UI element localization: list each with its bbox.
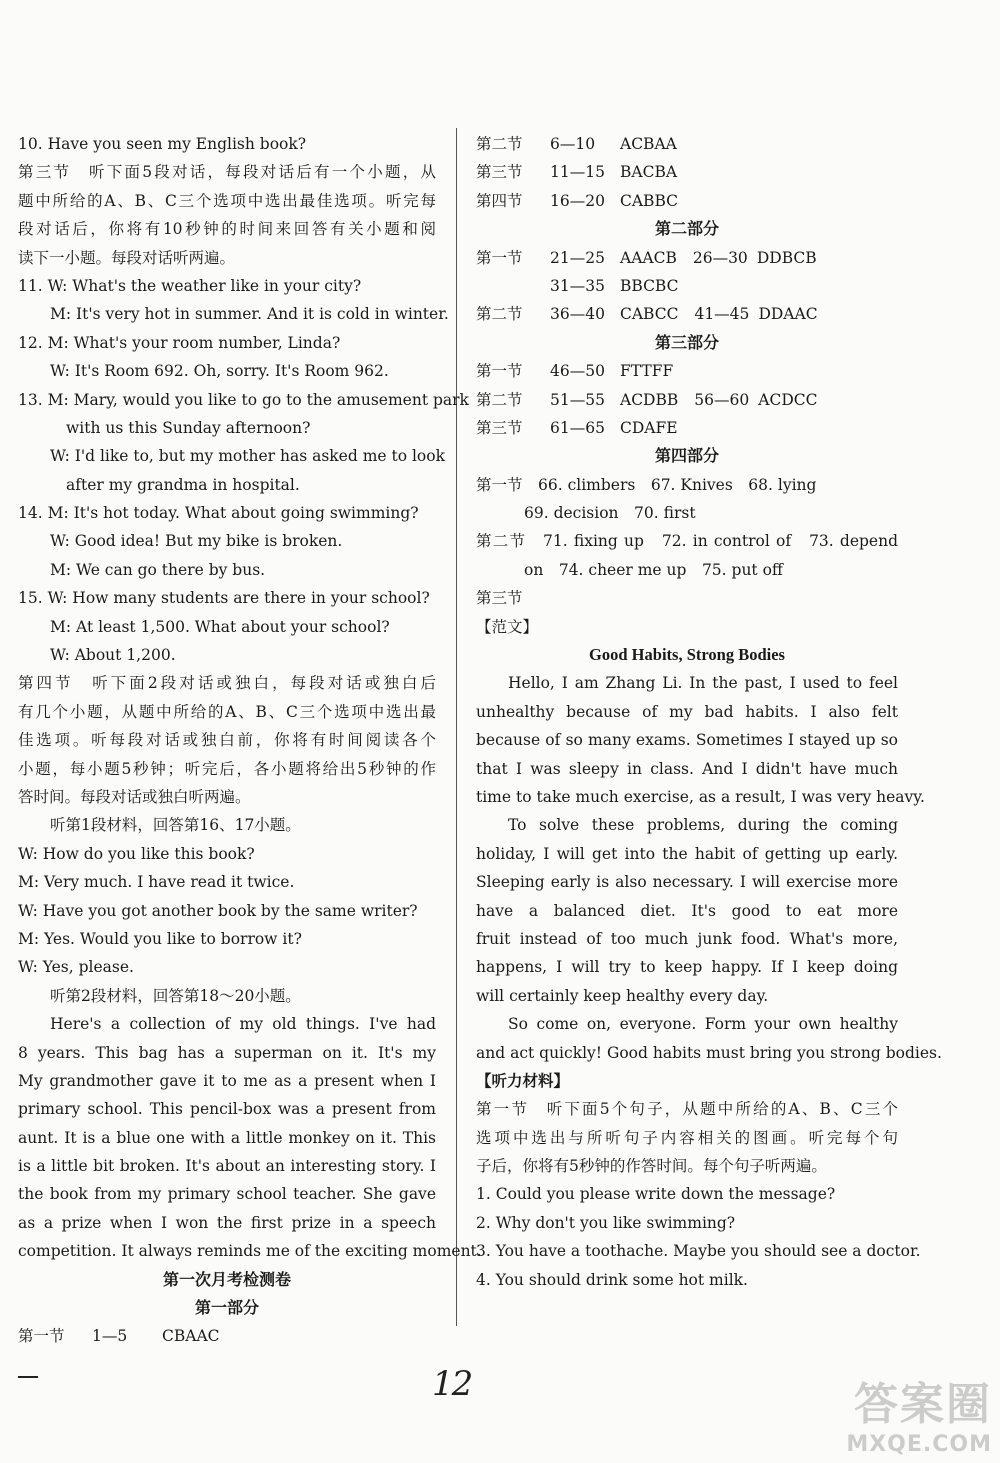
answer-key: CDAFE (620, 418, 678, 437)
text-line: 第四节 听下面2段对话或独白，每段对话或独白后 (18, 674, 436, 693)
answer-group (476, 130, 677, 158)
text-line: 题中所给的A、B、C三个选项中选出最佳选项。听完每 (18, 191, 436, 210)
part-title: 第三部分 (654, 332, 719, 352)
answer-key: BBCBC (620, 276, 679, 295)
answer-key: ACDBB (620, 390, 679, 409)
section-label: 第三节 (476, 163, 523, 182)
text-line: W: Yes, please. (18, 958, 134, 977)
text-line: 第一次月考检测卷 (162, 1269, 291, 1289)
text-line: 答时间。每段对话或独白听两遍。 (18, 787, 251, 806)
text-line: competition. It always reminds me of the exciting moment. (18, 1242, 482, 1261)
text-line: 第三节 (476, 589, 523, 608)
text-line: is a little bit broken. It's about an interesting story. I (18, 1157, 436, 1176)
text-line: W: About 1,200. (50, 646, 176, 665)
question-range: 36—40 (550, 305, 605, 324)
text-line: primary school. This pencil-box was a present from (18, 1100, 436, 1119)
text-line: 有几个小题，从题中所给的A、B、C三个选项中选出最 (18, 702, 436, 721)
section-label: 第二节 (476, 390, 523, 409)
question-range: 41—45 (694, 305, 750, 324)
section-label: 第一节 (476, 248, 523, 267)
answer-row (476, 244, 898, 272)
essay-line: Hello, I am Zhang Li. In the past, I used to feel (508, 674, 898, 693)
footer-rule (18, 1376, 38, 1378)
essay-line: So come on, everyone. Form your own healthy (508, 1015, 898, 1034)
essay-line: happens, I will try to keep happy. If I keep doing (476, 958, 898, 977)
question-range: 1—5 (92, 1327, 128, 1346)
text-line: M: Very much. I have read it twice. (18, 873, 295, 892)
section-label: 第三节 (476, 418, 523, 437)
answer-group (476, 272, 678, 300)
text-line: 听第2段材料，回答第18～20小题。 (50, 986, 301, 1005)
text-line: after my grandma in hospital. (66, 475, 300, 494)
question-range: 51—55 (550, 390, 605, 409)
answer-row (476, 130, 898, 158)
text-line: as a prize when I won the first prize in a speech (18, 1213, 436, 1232)
section-label: 第一节 (476, 362, 523, 381)
question-range: 61—65 (550, 418, 605, 437)
question-range: 21—25 (550, 248, 605, 267)
text-line: on 74. cheer me up 75. put off (524, 560, 783, 579)
part-title: 第二部分 (654, 219, 719, 239)
essay-line: unhealthy because of my bad habits. I also felt (476, 702, 898, 721)
text-line: 第一节 66. climbers 67. Knives 68. lying (476, 475, 817, 494)
text-line: Here's a collection of my old things. I've had (50, 1015, 436, 1034)
text-line: M: At least 1,500. What about your school? (50, 617, 390, 636)
watermark (846, 1368, 992, 1457)
answer-group (476, 244, 817, 272)
question-range: 11—15 (550, 163, 605, 182)
answer-key: CBAAC (162, 1327, 220, 1346)
part-title: 第四部分 (654, 446, 719, 466)
text-line: the book from my primary school teacher. She gave (18, 1185, 436, 1204)
text-line: 13. M: Mary, would you like to go to the amusement park (18, 390, 469, 409)
essay-line: and act quickly! Good habits must bring you strong bodies. (476, 1043, 942, 1062)
text-line: W: I'd like to, but my mother has asked me to look (50, 447, 445, 466)
text-line: W: It's Room 692. Oh, sorry. It's Room 962. (50, 362, 389, 381)
answer-key: ACBAA (620, 135, 677, 153)
question-range: 16—20 (550, 191, 605, 210)
section-label: 第一节 (18, 1327, 65, 1346)
text-line: aunt. It is a blue one with a little monkey on it. This (18, 1128, 436, 1147)
section-label: 第二节 (476, 305, 523, 324)
listening-line: 选项中选出与所听句子内容相关的图画。听完每个句 (476, 1128, 898, 1147)
answer-key: CABBC (620, 191, 678, 210)
text-line: M: Yes. Would you like to borrow it? (18, 929, 302, 948)
answer-row (476, 158, 898, 186)
section-label: 第四节 (476, 191, 523, 210)
text-line: 听第1段材料，回答第16、17小题。 (50, 816, 301, 835)
answer-key: BACBA (620, 163, 678, 182)
text-line: My grandmother gave it to me as a present when I (18, 1071, 436, 1090)
text-line: 第一部分 (194, 1298, 259, 1318)
text-line: 佳选项。听每段对话或独白前，你将有时间阅读各个 (18, 731, 436, 750)
answer-row (476, 187, 898, 215)
answer-key: AAACB (620, 248, 677, 267)
text-line: 第二节 71. fixing up 72. in control of 73. depend (476, 532, 898, 551)
text-line: W: Have you got another book by the same writer? (18, 901, 418, 920)
watermark-logo-text: 答案圈 (854, 1379, 992, 1430)
page-number: 12 (432, 1364, 472, 1404)
text-line: W: How do you like this book? (18, 844, 255, 863)
essay-title: Good Habits, Strong Bodies (589, 645, 785, 665)
text-line: 14. M: It's hot today. What about going swimming? (18, 504, 419, 523)
text-line: with us this Sunday afternoon? (66, 418, 311, 437)
text-line: 第三节 听下面5段对话，每段对话后有一个小题，从 (18, 163, 436, 182)
question-range: 26—30 (692, 248, 748, 267)
text-line: 小题，每小题5秒钟；听完后，各小题将给出5秒钟的作 (18, 759, 436, 778)
text-line: 读下一小题。每段对话听两遍。 (18, 248, 236, 267)
column-divider (456, 128, 457, 1326)
listening-line: 3. You have a toothache. Maybe you should see a doctor. (476, 1242, 921, 1261)
section-label: 第二节 (476, 135, 523, 153)
answer-row (476, 357, 898, 385)
answer-row (18, 1322, 436, 1350)
answer-row (476, 272, 898, 300)
answer-row (476, 300, 898, 328)
essay-line: that I was sleepy in class. And I didn't have much (476, 759, 898, 778)
answer-row (476, 386, 898, 414)
listening-line: 第一节 听下面5个句子，从题中所给的A、B、C三个 (476, 1100, 898, 1119)
text-line: M: We can go there by bus. (50, 560, 266, 579)
answer-group (476, 386, 817, 414)
right-column (476, 130, 942, 1294)
text-line: 10. Have you seen my English book? (18, 135, 307, 153)
answer-key: DDAAC (758, 305, 818, 324)
essay-line: fruit instead of too much junk food. What's more, (476, 929, 898, 948)
essay-line: will certainly keep healthy every day. (476, 986, 769, 1005)
listening-line: 子后，你将有5秒钟的作答时间。每个句子听两遍。 (476, 1157, 827, 1176)
answer-key: DDBCB (756, 248, 817, 267)
text-line: 15. W: How many students are there in your school? (18, 589, 430, 608)
text-line: 8 years. This bag has a superman on it. It's my (18, 1043, 436, 1062)
question-range: 31—35 (550, 276, 605, 295)
question-range: 6—10 (550, 135, 596, 153)
text-line: 69. decision 70. first (524, 504, 696, 523)
listening-line: 1. Could you please write down the message? (476, 1185, 836, 1204)
listening-line: 2. Why don't you like swimming? (476, 1213, 736, 1232)
listening-tag: 【听力材料】 (476, 1070, 570, 1090)
answer-row (476, 414, 898, 442)
question-range: 56—60 (694, 390, 750, 409)
question-range: 46—50 (550, 362, 605, 381)
text-line: 12. M: What's your room number, Linda? (18, 333, 341, 352)
listening-line: 4. You should drink some hot milk. (476, 1270, 748, 1289)
watermark-url: MXQE.COM (846, 1432, 992, 1457)
essay-tag: 【范文】 (476, 617, 539, 636)
answer-group (476, 357, 673, 385)
essay-line: Sleeping early is also necessary. I will exercise more (476, 873, 898, 892)
essay-line: holiday, I will get into the habit of getting up early. (476, 844, 898, 863)
essay-line: time to take much exercise, as a result, I was very heavy. (476, 787, 925, 806)
essay-line: To solve these problems, during the coming (508, 816, 898, 835)
answer-group (18, 1322, 220, 1350)
left-column (18, 130, 482, 1351)
answer-key: CABCC (620, 305, 679, 324)
answer-key: FTTFF (620, 362, 674, 381)
answer-group (476, 414, 678, 442)
answer-key: ACDCC (758, 390, 818, 409)
text-line: 段对话后，你将有10秒钟的时间来回答有关小题和阅 (18, 220, 436, 239)
essay-line: have a balanced diet. It's good to eat more (476, 901, 898, 920)
essay-line: because of so many exams. Sometimes I stayed up so (476, 731, 898, 750)
text-line: M: It's very hot in summer. And it is cold in winter. (50, 305, 449, 324)
answer-group (476, 158, 677, 186)
answer-group (476, 300, 818, 328)
text-line: 11. W: What's the weather like in your city? (18, 276, 362, 295)
answer-group (476, 187, 678, 215)
text-line: W: Good idea! But my bike is broken. (50, 532, 343, 551)
